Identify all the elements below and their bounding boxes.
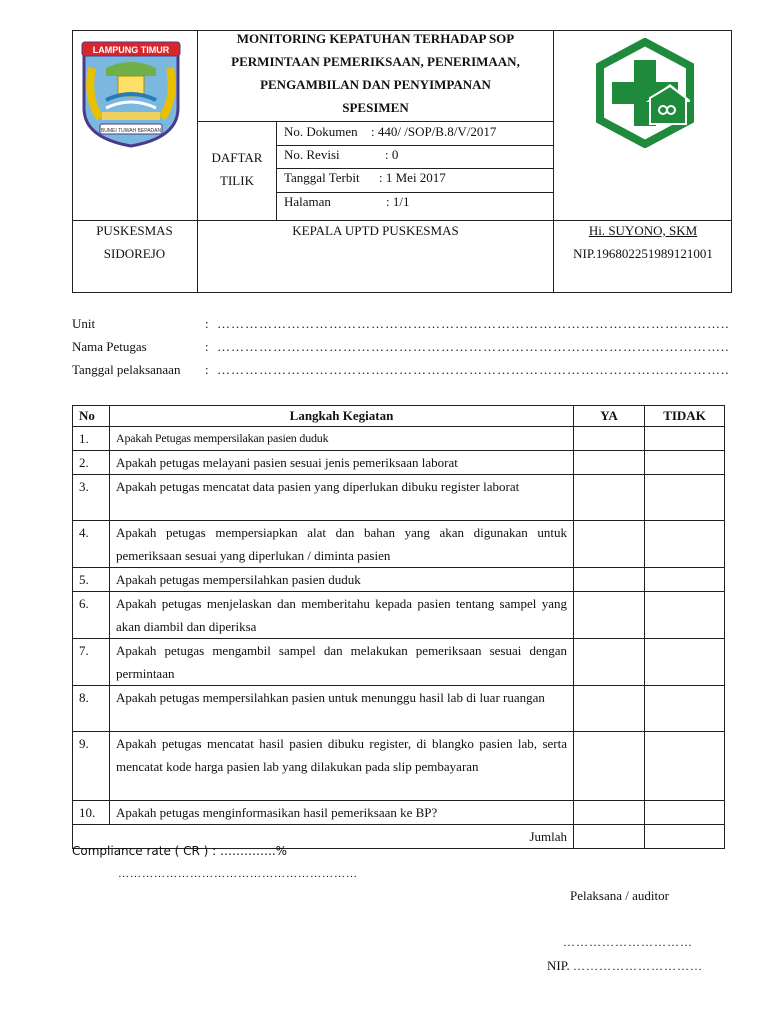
tidak-cell[interactable] bbox=[645, 521, 725, 568]
total-tidak-cell[interactable] bbox=[645, 825, 725, 849]
table-row bbox=[73, 592, 725, 639]
title-line: SPESIMEN bbox=[342, 100, 409, 115]
row-no: 10. bbox=[73, 801, 110, 825]
row-no: 5. bbox=[73, 568, 110, 592]
tidak-cell[interactable] bbox=[645, 451, 725, 475]
tidak-cell[interactable] bbox=[645, 639, 725, 686]
nip-value[interactable]: ………………………… bbox=[573, 959, 704, 973]
doc-info-revision: No. Revisi : 0 bbox=[284, 147, 399, 162]
ya-cell[interactable] bbox=[574, 639, 645, 686]
row-no: 8. bbox=[73, 686, 110, 732]
tidak-cell[interactable] bbox=[645, 427, 725, 451]
field-unit: Unit : ……………………………………………………………………………………………….. bbox=[72, 316, 730, 331]
nip-label: NIP. bbox=[547, 958, 570, 973]
header-divider bbox=[197, 121, 553, 122]
ya-cell[interactable] bbox=[574, 732, 645, 801]
row-no: 6. bbox=[73, 592, 110, 639]
doc-info-date: Tanggal Terbit : 1 Mei 2017 bbox=[284, 170, 446, 185]
header-tidak: TIDAK bbox=[645, 406, 725, 427]
table-row bbox=[73, 686, 725, 732]
svg-text:LAMPUNG TIMUR: LAMPUNG TIMUR bbox=[92, 45, 170, 55]
table-row bbox=[73, 521, 725, 568]
row-text: Apakah Petugas mempersilakan pasien duduk bbox=[110, 427, 574, 451]
header-divider bbox=[276, 168, 553, 169]
ya-cell[interactable] bbox=[574, 451, 645, 475]
puskesmas-name: PUSKESMAS SIDOREJO bbox=[96, 223, 173, 261]
compliance-value[interactable]: …………..% bbox=[220, 844, 288, 858]
doc-info-page: Halaman : 1/1 bbox=[284, 194, 410, 209]
header-no: No bbox=[73, 406, 110, 427]
row-text: Apakah petugas melayani pasien sesuai jenis pemeriksaan laborat bbox=[110, 451, 574, 475]
doc-info-number: No. Dokumen : 440/ /SOP/B.8/V/2017 bbox=[284, 124, 497, 139]
row-no: 7. bbox=[73, 639, 110, 686]
field-value[interactable]: ……………………………………………………………………………………………….. bbox=[217, 362, 730, 377]
ya-cell[interactable] bbox=[574, 427, 645, 451]
ya-cell[interactable] bbox=[574, 801, 645, 825]
ya-cell[interactable] bbox=[574, 686, 645, 732]
signature-nip bbox=[547, 958, 703, 974]
row-text: Apakah petugas mempersilahkan pasien untuk menunggu hasil lab di luar ruangan bbox=[110, 686, 574, 732]
checklist-table bbox=[72, 405, 725, 849]
row-no: 1. bbox=[73, 427, 110, 451]
total-label: Jumlah bbox=[73, 825, 574, 849]
table-row bbox=[73, 801, 725, 825]
signature-name-line[interactable]: ………………………… bbox=[563, 935, 693, 949]
title-line: PERMINTAAN PEMERIKSAAN, PENERIMAAN, bbox=[231, 54, 520, 69]
row-no: 3. bbox=[73, 475, 110, 521]
table-row bbox=[73, 732, 725, 801]
row-no: 2. bbox=[73, 451, 110, 475]
field-label: Nama Petugas bbox=[72, 339, 147, 354]
ya-cell[interactable] bbox=[574, 521, 645, 568]
table-row bbox=[73, 427, 725, 451]
tidak-cell[interactable] bbox=[645, 592, 725, 639]
row-text: Apakah petugas mempersilahkan pasien duduk bbox=[110, 568, 574, 592]
signer-block bbox=[554, 219, 732, 265]
title-line: PENGAMBILAN DAN PENYIMPANAN bbox=[260, 77, 491, 92]
svg-text:BUMEI TUWAH BEPADAN: BUMEI TUWAH BEPADAN bbox=[100, 128, 162, 134]
table-row bbox=[73, 475, 725, 521]
title-line: MONITORING KEPATUHAN TERHADAP SOP bbox=[236, 31, 515, 46]
compliance-rate bbox=[72, 843, 287, 859]
ya-cell[interactable] bbox=[574, 568, 645, 592]
formula-dots: …………………………………………………… bbox=[118, 868, 358, 880]
total-ya-cell[interactable] bbox=[574, 825, 645, 849]
field-value[interactable]: ……………………………………………………………………………………………….. bbox=[217, 339, 730, 354]
row-text: Apakah petugas mencatat hasil pasien dibuku register, di blangko pasien lab, serta mencatat kode harga pasien lab yang dilakukan pada slip pembayaran bbox=[110, 732, 574, 801]
kepala-label: KEPALA UPTD PUSKESMAS bbox=[292, 223, 459, 238]
table-row bbox=[73, 639, 725, 686]
compliance-label: Compliance rate ( CR ) : bbox=[72, 844, 217, 858]
ya-cell[interactable] bbox=[574, 592, 645, 639]
row-no: 9. bbox=[73, 732, 110, 801]
signer-name: Hi. SUYONO, SKM bbox=[588, 223, 698, 238]
field-value[interactable]: ……………………………………………………………………………………………….. bbox=[217, 316, 730, 331]
field-label: Unit bbox=[72, 316, 96, 331]
signature-role: Pelaksana / auditor bbox=[570, 888, 669, 903]
table-header-row bbox=[73, 406, 725, 427]
tidak-cell[interactable] bbox=[645, 686, 725, 732]
lampung-timur-logo bbox=[76, 38, 186, 148]
tidak-cell[interactable] bbox=[645, 568, 725, 592]
field-tanggal: Tanggal pelaksanaan : ……………………………………………………………………………………………….. bbox=[72, 362, 730, 377]
header-divider bbox=[276, 145, 553, 146]
header-divider bbox=[276, 121, 277, 220]
row-text: Apakah petugas mempersiapkan alat dan bahan yang akan digunakan untuk pemeriksaan sesuai yang diperlukan / diminta pasien bbox=[110, 521, 574, 568]
row-text: Apakah petugas menginformasikan hasil pemeriksaan ke BP? bbox=[110, 801, 574, 825]
field-label: Tanggal pelaksanaan bbox=[72, 362, 181, 377]
header-divider bbox=[276, 192, 553, 193]
tidak-cell[interactable] bbox=[645, 801, 725, 825]
row-text: Apakah petugas mengambil sampel dan melakukan pemeriksaan sesuai dengan permintaan bbox=[110, 639, 574, 686]
table-row bbox=[73, 451, 725, 475]
field-nama-petugas: Nama Petugas : ……………………………………………………………………………………………….. bbox=[72, 339, 730, 354]
header-step: Langkah Kegiatan bbox=[110, 406, 574, 427]
daftar-tilik-label: DAFTAR TILIK bbox=[211, 150, 263, 188]
signer-nip: NIP.196802251989121001 bbox=[573, 246, 713, 261]
header-ya: YA bbox=[574, 406, 645, 427]
row-text: Apakah petugas menjelaskan dan memberitahu kepada pasien tentang sampel yang akan diambil dan diperiksa bbox=[110, 592, 574, 639]
tidak-cell[interactable] bbox=[645, 475, 725, 521]
tidak-cell[interactable] bbox=[645, 732, 725, 801]
table-row bbox=[73, 568, 725, 592]
row-text: Apakah petugas mencatat data pasien yang diperlukan dibuku register laborat bbox=[110, 475, 574, 521]
row-no: 4. bbox=[73, 521, 110, 568]
ya-cell[interactable] bbox=[574, 475, 645, 521]
puskesmas-logo bbox=[590, 38, 700, 148]
document-title bbox=[198, 27, 553, 119]
